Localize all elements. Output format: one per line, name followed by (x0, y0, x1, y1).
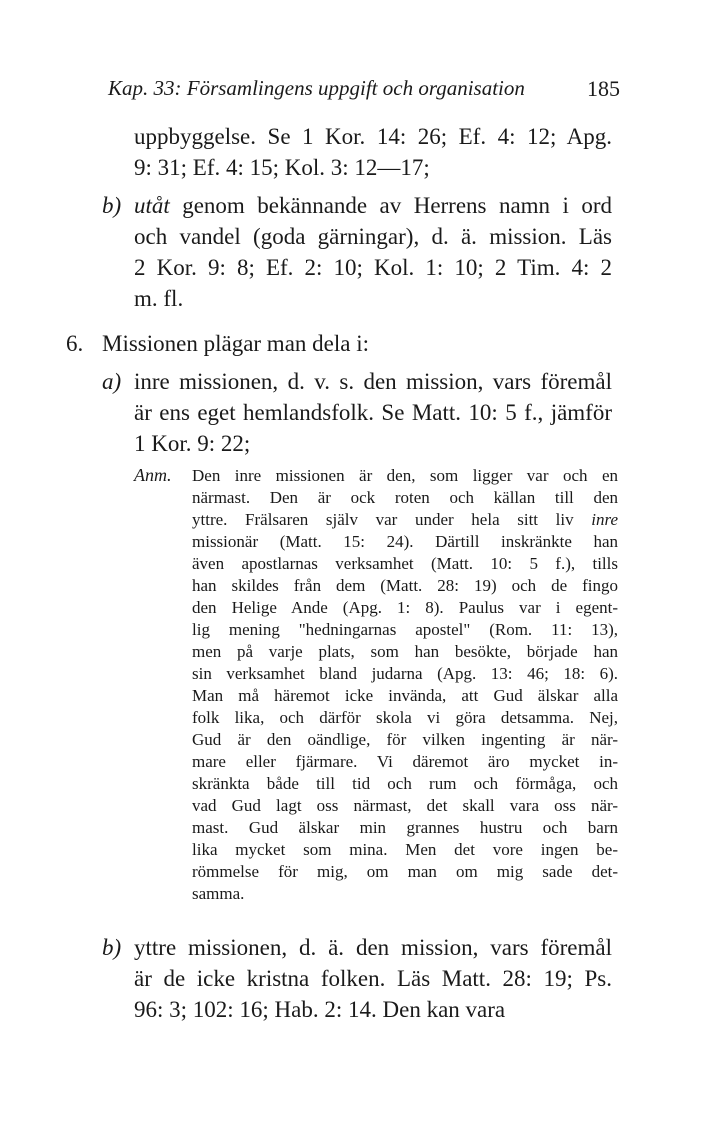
note-line: den Helige Ande (Apg. 1: 8). Paulus var i egent- (192, 598, 618, 617)
note-line: Gud är den oändlige, för vilken ingenting är när- (192, 730, 618, 749)
note-line: skränkta både till tid och rum och förmåga, och (192, 774, 618, 793)
text-fragment: genom bekännande av Herrens namn i ord (169, 193, 612, 218)
running-title: Kap. 33: Församlingens uppgift och organisation (108, 76, 525, 100)
text-line: 96: 3; 102: 16; Hab. 2: 14. Den kan vara (134, 997, 506, 1022)
note-line: han skildes från dem (Matt. 28: 19) och de fingo (192, 576, 618, 595)
note-line: sin verksamhet bland judarna (Apg. 13: 46; 18: 6). (192, 664, 618, 683)
emphasis: inre (591, 510, 618, 529)
note-line: samma. (192, 884, 245, 903)
text-line: 1 Kor. 9: 22; (134, 431, 251, 456)
section-heading: Missionen plägar man dela i: (102, 331, 369, 356)
note-line: mast. Gud älskar min grannes hustru och barn (192, 818, 618, 837)
note-line: lika mycket som mina. Men det vore ingen be- (192, 840, 618, 859)
text-line: och vandel (goda gärningar), d. ä. mission. Läs (134, 224, 612, 249)
note-line: Man må häremot icke invända, att Gud älskar alla (192, 686, 618, 705)
note-line: folk lika, och därför skola vi göra detsamma. Nej, (192, 708, 618, 727)
item-label: a) (102, 369, 122, 394)
note-line: mare eller fjärmare. Vi däremot äro mycket in- (192, 752, 618, 771)
note-line: även apostlarnas verksamhet (Matt. 10: 5 f.), tills (192, 554, 618, 573)
item-label: b) (102, 193, 122, 218)
text-line: är de icke kristna folken. Läs Matt. 28: 19; Ps. (134, 966, 612, 991)
note-line: närmast. Den är ock roten och källan till den (192, 488, 618, 507)
note-label: Anm. (134, 465, 172, 485)
page-header (108, 76, 620, 110)
section-number: 6. (66, 331, 84, 356)
note-line: lig mening "hedningarnas apostel" (Rom. 11: 13), (192, 620, 618, 639)
item-label: b) (102, 935, 122, 960)
text-line: m. fl. (134, 286, 184, 311)
text-line: uppbyggelse. Se 1 Kor. 14: 26; Ef. 4: 12; Apg. (134, 124, 612, 149)
note-line: vad Gud lagt oss närmast, det skall vara oss när- (192, 796, 618, 815)
note-line: missionär (Matt. 15: 24). Därtill inskränkte han (192, 532, 618, 551)
text-line: yttre missionen, d. ä. den mission, vars föremål (134, 935, 612, 960)
text-line: 2 Kor. 9: 8; Ef. 2: 10; Kol. 1: 10; 2 Tim. 4: 2 (134, 255, 612, 280)
text-line: är ens eget hemlandsfolk. Se Matt. 10: 5 f., jämför (134, 400, 612, 425)
emphasis: utåt (134, 193, 170, 218)
note-line: römmelse för mig, om man om mig sade det- (192, 862, 618, 881)
note-line: Den inre missionen är den, som ligger var och en (192, 466, 618, 485)
note-line: men på varje plats, som han besökte, började han (192, 642, 618, 661)
text-fragment: yttre. Frälsaren själv var under hela sitt liv (192, 510, 592, 529)
text-line (134, 191, 612, 221)
note-line (192, 509, 618, 530)
text-line: 9: 31; Ef. 4: 15; Kol. 3: 12—17; (134, 155, 430, 180)
page-number: 185 (587, 76, 620, 101)
text-line: inre missionen, d. v. s. den mission, vars föremål (134, 369, 612, 394)
